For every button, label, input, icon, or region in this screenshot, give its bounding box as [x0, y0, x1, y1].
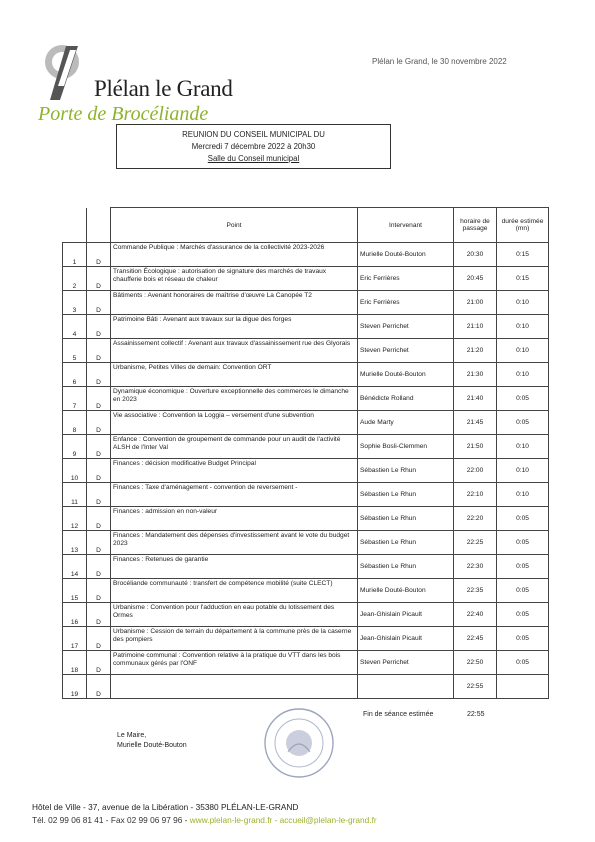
table-row [63, 267, 549, 291]
row-point: Commande Publique : Marchés d'assurance de la collectivité 2023-2026 [111, 243, 358, 267]
row-time: 20:30 [454, 243, 497, 267]
table-row [63, 555, 549, 579]
footer-address: Hôtel de Ville - 37, avenue de la Libération - 35380 PLÉLAN-LE-GRAND [32, 802, 299, 812]
row-duration: 0:10 [497, 315, 549, 339]
row-point: Finances : Taxe d'aménagement - convention de reversement - [111, 483, 358, 507]
row-number: 14 [63, 555, 87, 579]
row-code: D [87, 339, 111, 363]
row-number: 11 [63, 483, 87, 507]
row-time: 22:25 [454, 531, 497, 555]
table-row [63, 291, 549, 315]
footer-separator: - [272, 815, 280, 825]
row-speaker: Sébastien Le Rhun [358, 459, 454, 483]
logo-town-name: Plélan le Grand [94, 76, 233, 101]
row-point: Enfance : Convention de groupement de commande pour un audit de l'activité ALSH de l'Inter Val [111, 435, 358, 459]
table-row [63, 627, 549, 651]
meeting-date: Mercredi 7 décembre 2022 à 20h30 [191, 142, 316, 151]
row-duration: 0:05 [497, 603, 549, 627]
row-number: 2 [63, 267, 87, 291]
row-code: D [87, 267, 111, 291]
signature-name: Murielle Douté-Bouton [117, 742, 187, 749]
row-number: 7 [63, 387, 87, 411]
row-speaker: Eric Ferrières [358, 267, 454, 291]
row-code: D [87, 363, 111, 387]
row-point: Patrimoine Bâti : Avenant aux travaux sur la digue des forges [111, 315, 358, 339]
row-code: D [87, 531, 111, 555]
meeting-place: Salle du Conseil municipal [207, 154, 300, 163]
table-row [63, 339, 549, 363]
table-row [63, 531, 549, 555]
row-number: 13 [63, 531, 87, 555]
row-code: D [87, 603, 111, 627]
row-code: D [87, 459, 111, 483]
row-code: D [87, 315, 111, 339]
row-code: D [87, 483, 111, 507]
row-speaker: Steven Perrichet [358, 315, 454, 339]
row-time: 21:50 [454, 435, 497, 459]
header-point: Point [111, 208, 358, 243]
row-number: 19 [63, 675, 87, 699]
table-row [63, 507, 549, 531]
row-code: D [87, 435, 111, 459]
row-number: 17 [63, 627, 87, 651]
row-duration: 0:10 [497, 459, 549, 483]
table-row [63, 459, 549, 483]
row-code: D [87, 651, 111, 675]
row-duration: 0:05 [497, 627, 549, 651]
estimated-end-label: Fin de séance estimée [363, 711, 434, 718]
row-number: 3 [63, 291, 87, 315]
row-duration: 0:05 [497, 387, 549, 411]
row-time: 22:50 [454, 651, 497, 675]
row-speaker: Sébastien Le Rhun [358, 507, 454, 531]
row-duration: 0:15 [497, 243, 549, 267]
agenda-table [62, 207, 549, 699]
row-code: D [87, 675, 111, 699]
row-point [111, 675, 358, 699]
row-code: D [87, 555, 111, 579]
row-point: Brocéliande communauté : transfert de compétence mobilité (suite CLECT) [111, 579, 358, 603]
row-number: 9 [63, 435, 87, 459]
row-code: D [87, 411, 111, 435]
footer [32, 801, 377, 827]
table-row [63, 243, 549, 267]
table-row [63, 675, 549, 699]
row-speaker: Murielle Douté-Bouton [358, 579, 454, 603]
row-time: 22:35 [454, 579, 497, 603]
row-duration [497, 675, 549, 699]
row-duration: 0:15 [497, 267, 549, 291]
row-code: D [87, 579, 111, 603]
row-code: D [87, 243, 111, 267]
row-speaker: Murielle Douté-Bouton [358, 243, 454, 267]
row-point: Bâtiments : Avenant honoraires de maîtrise d'œuvre La Canopée T2 [111, 291, 358, 315]
row-time: 22:10 [454, 483, 497, 507]
row-number: 10 [63, 459, 87, 483]
row-duration: 0:05 [497, 531, 549, 555]
footer-contact [32, 814, 377, 827]
row-speaker: Aude Marty [358, 411, 454, 435]
row-point: Urbanisme : Cession de terrain du département à la commune près de la caserne des pompiers [111, 627, 358, 651]
agenda-body [63, 243, 549, 699]
row-duration: 0:05 [497, 411, 549, 435]
logo-emblem-icon [36, 40, 96, 102]
row-duration: 0:05 [497, 555, 549, 579]
row-speaker: Jean-Ghislain Picault [358, 603, 454, 627]
table-row [63, 363, 549, 387]
footer-website-link[interactable]: www.plelan-le-grand.fr [189, 815, 273, 825]
row-point: Patrimoine communal : Convention relative à la pratique du VTT dans les bois communaux gérés par l'ONF [111, 651, 358, 675]
row-speaker: Jean-Ghislain Picault [358, 627, 454, 651]
row-time: 21:30 [454, 363, 497, 387]
signature-role: Le Maire, [117, 732, 147, 739]
table-header-row [63, 208, 549, 243]
row-speaker [358, 675, 454, 699]
row-time: 21:40 [454, 387, 497, 411]
place-and-date: Plélan le Grand, le 30 novembre 2022 [372, 57, 507, 66]
row-time: 22:55 [454, 675, 497, 699]
row-number: 5 [63, 339, 87, 363]
row-point: Finances : admission en non-valeur [111, 507, 358, 531]
table-row [63, 387, 549, 411]
table-row [63, 315, 549, 339]
row-speaker: Eric Ferrières [358, 291, 454, 315]
row-speaker: Sébastien Le Rhun [358, 555, 454, 579]
row-code: D [87, 387, 111, 411]
row-duration: 0:10 [497, 483, 549, 507]
row-number: 16 [63, 603, 87, 627]
row-time: 20:45 [454, 267, 497, 291]
row-duration: 0:05 [497, 651, 549, 675]
signature-block [117, 731, 187, 751]
row-code: D [87, 507, 111, 531]
row-duration: 0:10 [497, 363, 549, 387]
header-speaker: Intervenant [358, 208, 454, 243]
town-logo [36, 40, 236, 125]
meeting-header-box [116, 124, 391, 169]
row-point: Dynamique économique : Ouverture exceptionnelle des commerces le dimanche en 2023 [111, 387, 358, 411]
row-duration: 0:10 [497, 339, 549, 363]
row-code: D [87, 627, 111, 651]
table-row [63, 411, 549, 435]
row-speaker: Sébastien Le Rhun [358, 531, 454, 555]
header-duration: durée estimée (mn) [497, 208, 549, 243]
logo-tagline: Porte de Brocéliande [38, 103, 209, 125]
row-duration: 0:05 [497, 507, 549, 531]
row-time: 21:00 [454, 291, 497, 315]
row-speaker: Murielle Douté-Bouton [358, 363, 454, 387]
row-time: 21:20 [454, 339, 497, 363]
row-time: 22:30 [454, 555, 497, 579]
row-duration: 0:10 [497, 291, 549, 315]
row-point: Urbanisme, Petites Villes de demain: Convention ORT [111, 363, 358, 387]
row-time: 22:45 [454, 627, 497, 651]
row-number: 18 [63, 651, 87, 675]
official-stamp [262, 706, 336, 780]
row-point: Finances : décision modificative Budget Principal [111, 459, 358, 483]
row-speaker: Sébastien Le Rhun [358, 483, 454, 507]
row-time: 22:40 [454, 603, 497, 627]
row-time: 22:20 [454, 507, 497, 531]
row-speaker: Steven Perrichet [358, 651, 454, 675]
row-point: Finances : Mandatement des dépenses d'investissement avant le vote du budget 2023 [111, 531, 358, 555]
row-speaker: Bénédicte Rolland [358, 387, 454, 411]
row-number: 4 [63, 315, 87, 339]
row-number: 12 [63, 507, 87, 531]
table-row [63, 651, 549, 675]
header-empty-num [63, 208, 87, 243]
table-row [63, 603, 549, 627]
header-time: horaire de passage [454, 208, 497, 243]
table-row [63, 435, 549, 459]
row-number: 1 [63, 243, 87, 267]
row-time: 21:10 [454, 315, 497, 339]
footer-email-link[interactable]: accueil@plelan-le-grand.fr [279, 815, 377, 825]
row-number: 6 [63, 363, 87, 387]
estimated-end-time: 22:55 [467, 711, 485, 718]
row-time: 22:00 [454, 459, 497, 483]
row-number: 15 [63, 579, 87, 603]
row-duration: 0:05 [497, 579, 549, 603]
row-duration: 0:10 [497, 435, 549, 459]
header-empty-code [87, 208, 111, 243]
footer-phone-fax: Tél. 02 99 06 81 41 - Fax 02 99 06 97 96 - [32, 815, 190, 825]
row-point: Vie associative : Convention la Loggia – versement d'une subvention [111, 411, 358, 435]
row-code: D [87, 291, 111, 315]
table-row [63, 483, 549, 507]
row-point: Finances : Retenues de garantie [111, 555, 358, 579]
row-number: 8 [63, 411, 87, 435]
meeting-title: REUNION DU CONSEIL MUNICIPAL DU [182, 130, 325, 139]
row-point: Assainissement collectif : Avenant aux travaux d'assainissement rue des Glyorais [111, 339, 358, 363]
row-time: 21:45 [454, 411, 497, 435]
row-point: Urbanisme : Convention pour l'adduction en eau potable du lotissement des Ormes [111, 603, 358, 627]
row-speaker: Steven Perrichet [358, 339, 454, 363]
row-point: Transition Écologique : autorisation de signature des marchés de travaux chaufferie bois et réseau de chaleur [111, 267, 358, 291]
table-row [63, 579, 549, 603]
row-speaker: Sophie Bosli-Clemmen [358, 435, 454, 459]
